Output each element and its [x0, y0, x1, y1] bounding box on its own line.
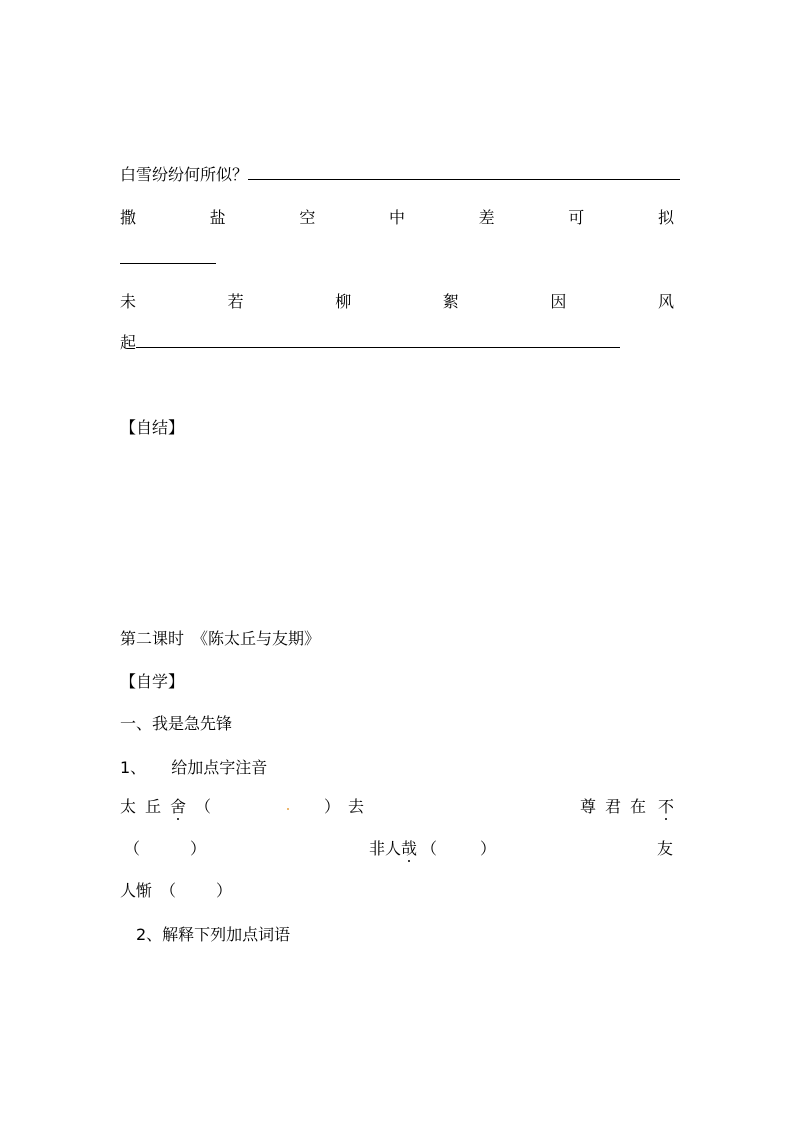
poem-char: 起	[120, 333, 137, 352]
poem-char: 盐	[209, 208, 226, 227]
paren-open: （	[160, 881, 177, 900]
answer-blank-short	[120, 250, 216, 264]
answer-blank	[248, 165, 680, 180]
lesson-title: 第二课时 《陈太丘与友期》	[120, 629, 321, 648]
word-char: 尊	[580, 797, 597, 816]
paren-close: ）	[190, 839, 207, 858]
poem-char: 未	[120, 292, 137, 311]
paren-close: ）	[480, 839, 497, 858]
paren-close: ）	[216, 881, 233, 900]
paren-open: （	[124, 839, 141, 858]
poem-char: 可	[568, 208, 585, 227]
item-number: 1、	[120, 758, 147, 777]
paren-open: （	[195, 797, 212, 816]
item-1-heading	[120, 755, 267, 778]
paren-close: ）	[324, 797, 341, 816]
pinyin-row-1	[120, 794, 680, 816]
word-char: 去	[348, 797, 365, 816]
poem-row-a	[120, 205, 674, 228]
dotted-char: 哉	[401, 836, 417, 859]
word-char: 友	[657, 839, 674, 858]
poem-row-b-end	[120, 330, 620, 353]
dotted-char: 丘	[145, 797, 162, 816]
word-text: 人惭	[120, 881, 153, 900]
word-char: 在	[630, 797, 647, 816]
poem-char: 差	[478, 208, 495, 227]
poem-char: 因	[550, 292, 567, 311]
snow-question: 白雪纷纷何所似？	[120, 165, 249, 184]
pinyin-row-3	[120, 878, 320, 900]
paren-open: （	[421, 839, 438, 858]
poem-char: 风	[657, 292, 674, 311]
section-one-heading: 一、我是急先锋	[120, 714, 233, 733]
poem-char: 空	[299, 208, 316, 227]
dotted-char: 太	[120, 797, 137, 816]
poem-char: 中	[388, 208, 405, 227]
poem-char: 拟	[657, 208, 674, 227]
orange-mark	[287, 808, 289, 810]
answer-blank	[136, 333, 620, 348]
dotted-char: 不	[658, 794, 674, 817]
pinyin-row-2	[120, 836, 680, 858]
poem-char: 若	[227, 292, 244, 311]
snow-question-line	[120, 162, 680, 185]
poem-row-b	[120, 289, 674, 312]
word-text: 非人	[369, 839, 402, 858]
item-2-heading: 2、解释下列加点词语	[136, 925, 291, 944]
self-summary-heading: 【自结】	[120, 418, 185, 437]
poem-char: 撒	[120, 208, 137, 227]
poem-char: 柳	[335, 292, 352, 311]
dotted-char: 舍	[170, 794, 186, 817]
poem-char: 絮	[442, 292, 459, 311]
self-study-heading: 【自学】	[120, 672, 185, 691]
word-char: 君	[605, 797, 622, 816]
item-text: 给加点字注音	[171, 758, 268, 777]
